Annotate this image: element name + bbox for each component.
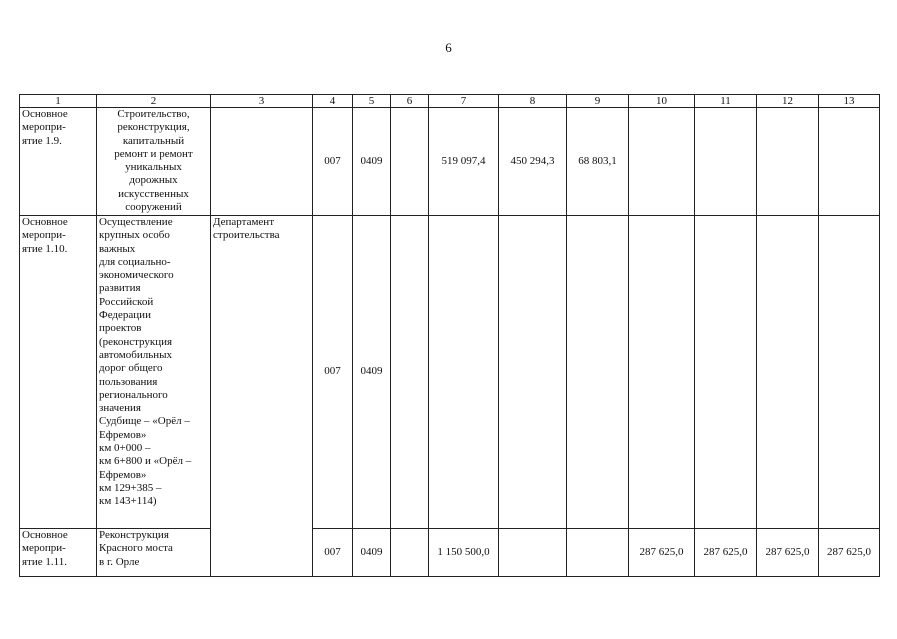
- value-cell: 519 097,4: [429, 108, 499, 216]
- column-header: 1: [20, 95, 97, 108]
- code-cell: 007: [313, 216, 353, 529]
- code-cell: 007: [313, 529, 353, 577]
- activity-number-cell: Основное меропри- ятие 1.9.: [20, 108, 97, 216]
- section-cell: 0409: [353, 529, 391, 577]
- column-header: 10: [629, 95, 695, 108]
- section-cell: 0409: [353, 216, 391, 529]
- value-cell: [819, 108, 880, 216]
- column-header: 7: [429, 95, 499, 108]
- page-number: 6: [445, 40, 452, 55]
- value-cell: 450 294,3: [499, 108, 567, 216]
- value-cell: 68 803,1: [567, 108, 629, 216]
- column-header: 6: [391, 95, 429, 108]
- value-cell: [567, 216, 629, 529]
- activity-description-cell: Осуществление крупных особо важных для социально- экономического развития Российской Федерации проектов (реконструкция автомобильных дорог общего пользования регионального значения Судбище – «Орёл – Ефремов» км 0+000 – км 6+800 и «Орёл – Ефремов» км 129+385 – км 143+114): [97, 216, 211, 529]
- value-cell: [567, 529, 629, 577]
- executor-cell: [211, 108, 313, 216]
- value-cell: [629, 216, 695, 529]
- value-cell: [391, 216, 429, 529]
- column-header: 13: [819, 95, 880, 108]
- value-cell: [499, 529, 567, 577]
- value-cell: [391, 529, 429, 577]
- section-cell: 0409: [353, 108, 391, 216]
- activity-number-cell: Основное меропри- ятие 1.11.: [20, 529, 97, 577]
- value-cell: [757, 216, 819, 529]
- value-cell: [819, 216, 880, 529]
- column-header: 11: [695, 95, 757, 108]
- value-cell: [499, 216, 567, 529]
- budget-table: [19, 94, 880, 577]
- value-cell: [695, 108, 757, 216]
- table-row: [20, 216, 880, 529]
- value-cell: [429, 216, 499, 529]
- column-header: 9: [567, 95, 629, 108]
- column-number-row: [20, 95, 880, 108]
- value-cell: 287 625,0: [819, 529, 880, 577]
- column-header: 12: [757, 95, 819, 108]
- table-row: [20, 108, 880, 216]
- activity-number-cell: Основное меропри- ятие 1.10.: [20, 216, 97, 529]
- value-cell: [757, 108, 819, 216]
- value-cell: [391, 108, 429, 216]
- value-cell: [695, 216, 757, 529]
- column-header: 5: [353, 95, 391, 108]
- value-cell: 287 625,0: [629, 529, 695, 577]
- column-header: 4: [313, 95, 353, 108]
- value-cell: 287 625,0: [757, 529, 819, 577]
- value-cell: 287 625,0: [695, 529, 757, 577]
- table-row: [20, 529, 880, 577]
- column-header: 8: [499, 95, 567, 108]
- column-header: 2: [97, 95, 211, 108]
- value-cell: 1 150 500,0: [429, 529, 499, 577]
- executor-cell: Департамент строительства: [211, 216, 313, 577]
- column-header: 3: [211, 95, 313, 108]
- value-cell: [629, 108, 695, 216]
- code-cell: 007: [313, 108, 353, 216]
- activity-description-cell: Реконструкция Красного моста в г. Орле: [97, 529, 211, 577]
- activity-description-cell: Строительство, реконструкция, капитальный ремонт и ремонт уникальных дорожных искусственных сооружений: [97, 108, 211, 216]
